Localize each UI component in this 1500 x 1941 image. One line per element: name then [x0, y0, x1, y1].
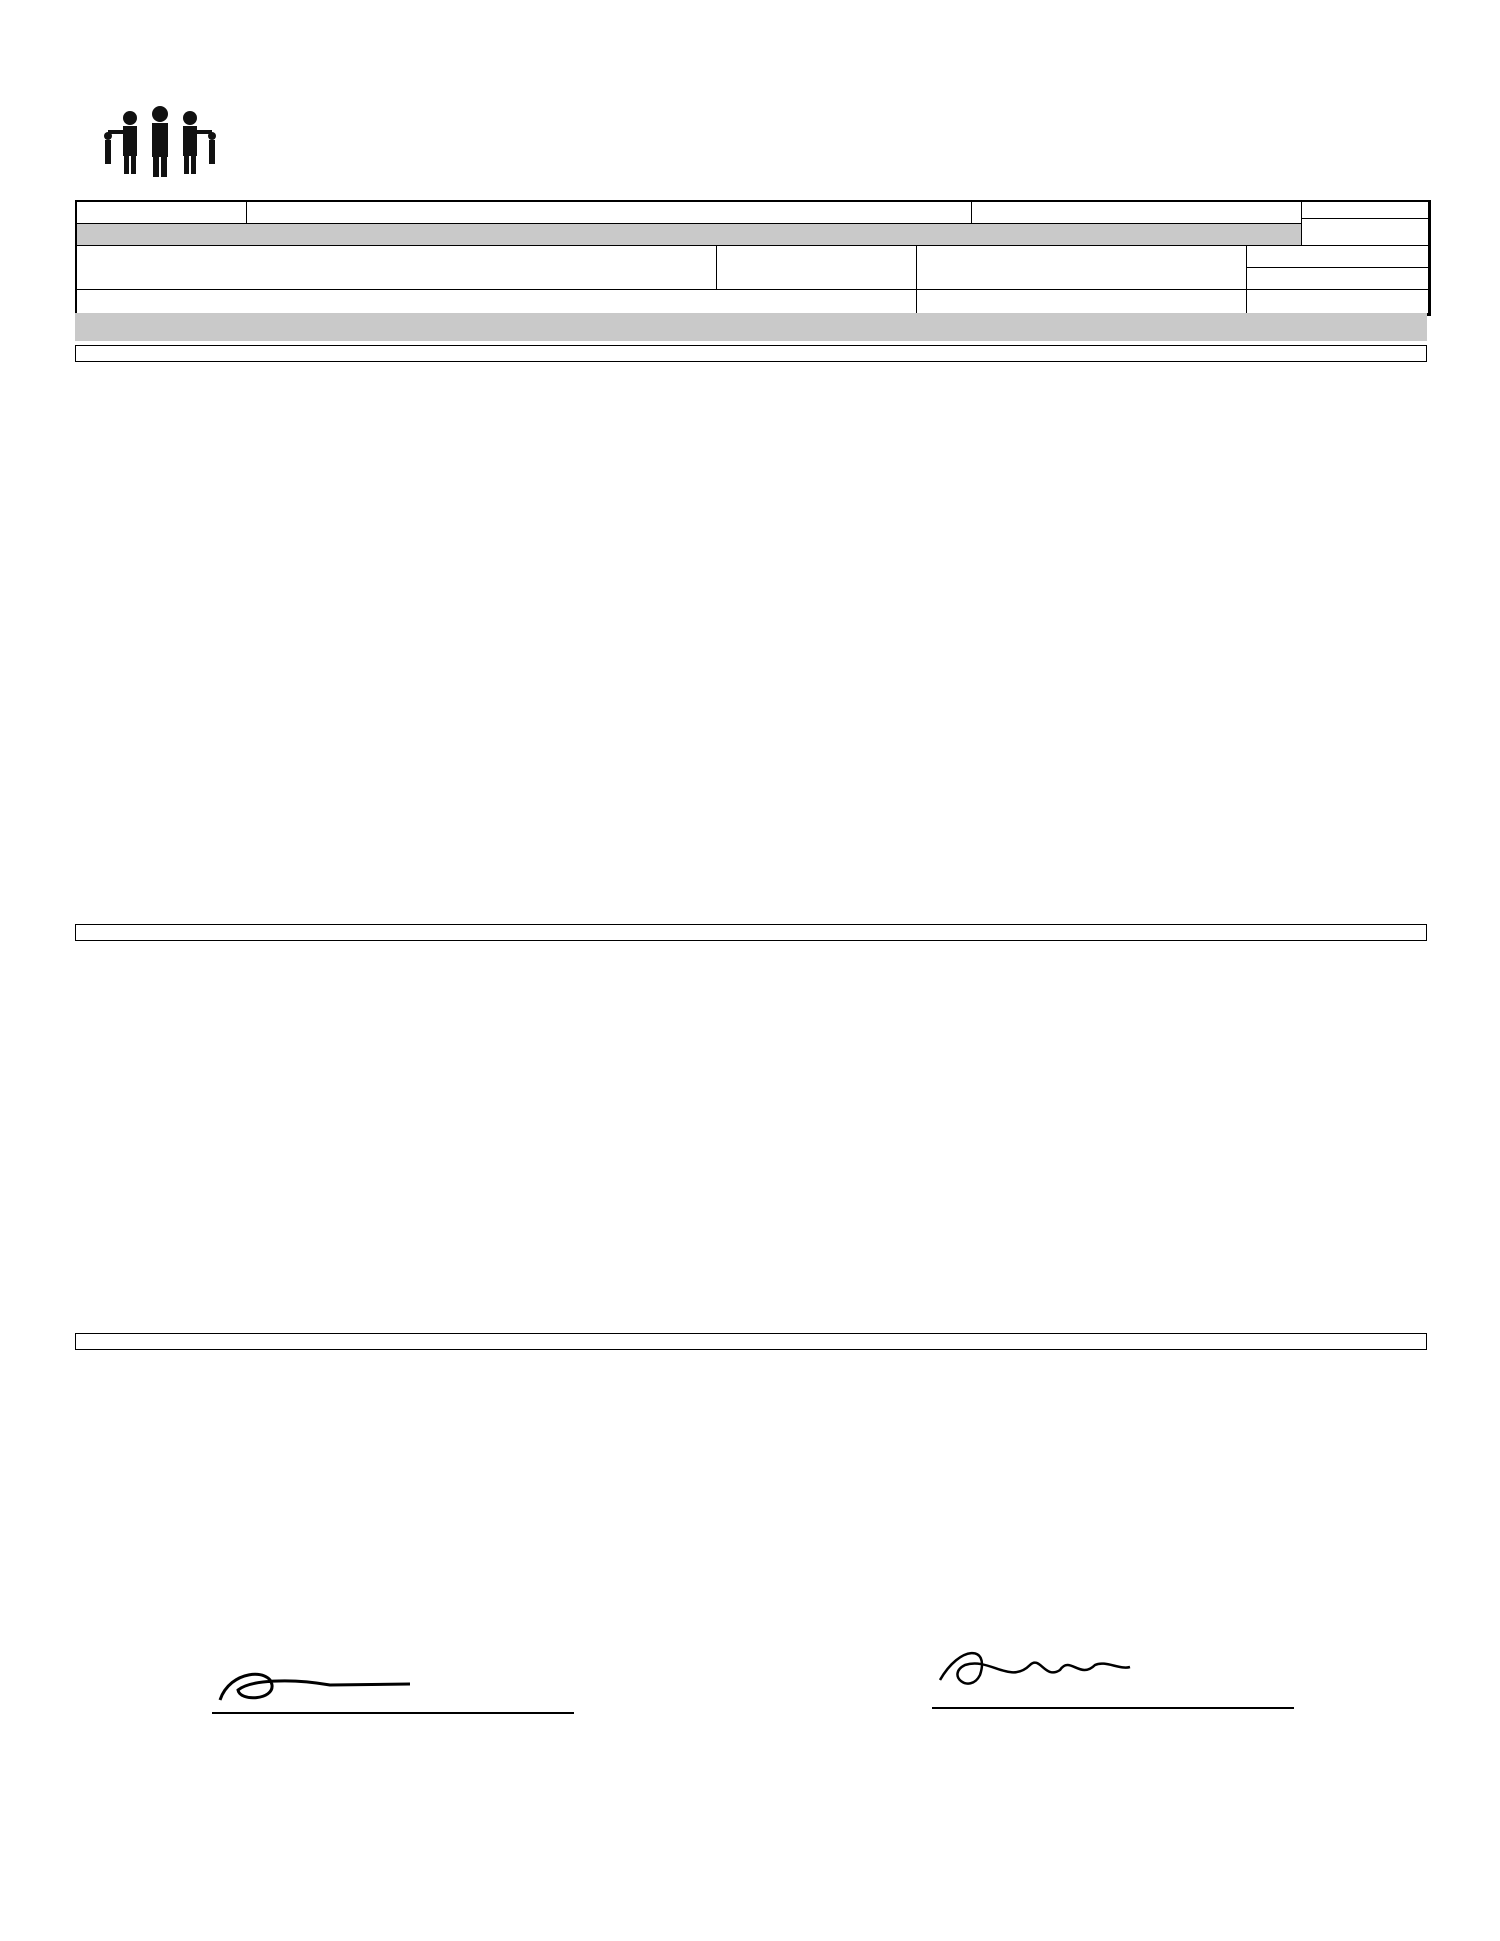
health-district-logo: [78, 60, 243, 195]
foundation-band: [75, 924, 1427, 941]
inspection-number: [1020, 116, 1024, 142]
address-cell: [77, 290, 917, 314]
total-score: [1302, 219, 1429, 246]
followup: [1247, 246, 1429, 268]
violation-counts: [917, 246, 1247, 290]
phone-cell: [717, 246, 917, 290]
contact-cell: [77, 246, 717, 290]
priority-band: [75, 345, 1427, 362]
city-cell: [917, 290, 1247, 314]
establishment-info: [75, 200, 1431, 316]
owner-signature-line: [212, 1712, 574, 1714]
inspector-signature-line: [932, 1707, 1294, 1709]
score-label: [1302, 202, 1429, 219]
inspector-signature: [930, 1625, 1190, 1705]
followup-date: [1247, 268, 1429, 290]
purpose-of-inspection: [77, 224, 1302, 246]
core-band: [75, 1333, 1427, 1350]
establishment-cell: [247, 202, 972, 224]
compliance-status-legend: [75, 313, 1427, 341]
permit-cell: [972, 202, 1302, 224]
date-cell: [77, 202, 247, 224]
zip-cell: [1247, 290, 1429, 314]
owner-signature: [210, 1640, 450, 1720]
